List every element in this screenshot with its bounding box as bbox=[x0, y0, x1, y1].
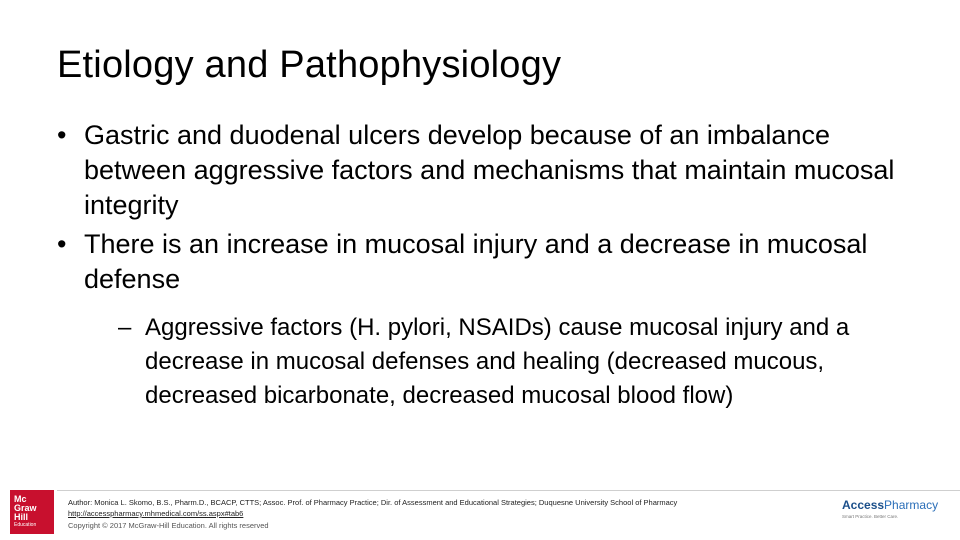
sub-bullet-marker: – bbox=[118, 314, 132, 341]
slide-title: Etiology and Pathophysiology bbox=[57, 44, 562, 86]
author-credit: Author: Monica L. Skomo, B.S., Pharm.D., BCACP, CTTS; Assoc. Prof. of Pharmacy Practice; Dir. of Assessment and Educational Strategies; Duquesne University School of Pharmacy bbox=[68, 498, 678, 507]
bullet-text: There is an increase in mucosal injury and a decrease in mucosal defense bbox=[84, 229, 868, 294]
sub-bullet-text: Aggressive factors (H. pylori, NSAIDs) cause mucosal injury and a decrease in mucosal defenses and healing (decreased mucous, decreased bicarbonate, decreased mucosal blood flow) bbox=[145, 314, 850, 409]
bullet-item bbox=[57, 227, 917, 297]
access-pharmacy-logo bbox=[842, 498, 948, 528]
logo-text: Education bbox=[14, 522, 37, 528]
source-link[interactable]: http://accesspharmacy.mhmedical.com/ss.aspx#tab6 bbox=[68, 509, 244, 518]
brand-access: Access bbox=[842, 498, 885, 512]
logo-text: Mc bbox=[14, 494, 27, 504]
logo-text: Graw bbox=[14, 503, 37, 513]
bullet-marker: • bbox=[57, 229, 67, 259]
access-pharmacy-brand bbox=[842, 498, 948, 512]
bullet-list bbox=[57, 118, 917, 413]
brand-pharmacy: Pharmacy bbox=[884, 498, 939, 512]
copyright-notice: Copyright © 2017 McGraw-Hill Education. All rights reserved bbox=[68, 521, 269, 530]
bullet-item bbox=[57, 118, 917, 223]
footer-divider bbox=[57, 490, 960, 491]
bullet-text: Gastric and duodenal ulcers develop because of an imbalance between aggressive factors and mechanisms that maintain mucosal integrity bbox=[84, 120, 895, 220]
mcgraw-hill-logo bbox=[10, 490, 54, 534]
access-pharmacy-tagline: Smart Practice. Better Care. bbox=[842, 514, 899, 519]
bullet-marker: • bbox=[57, 120, 67, 150]
logo-text: Hill bbox=[14, 512, 29, 522]
sub-bullet-item bbox=[118, 311, 915, 413]
footer-credits bbox=[68, 497, 677, 531]
